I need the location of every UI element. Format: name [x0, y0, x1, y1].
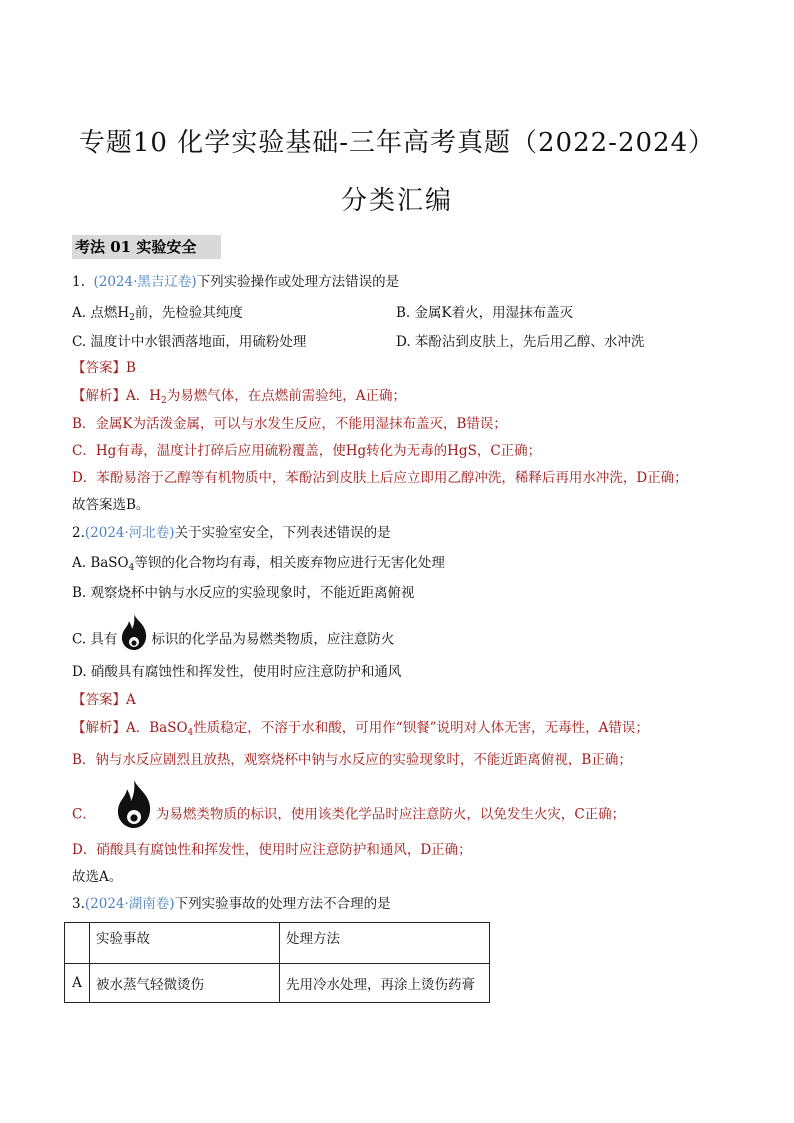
q1-explanation-b: B．金属K为活泼金属，可以与水发生反应，不能用湿抹布盖灭，B错误； [72, 416, 507, 432]
table-header-row [65, 923, 490, 964]
q1-explanation-a: 【解析】A．$H_2$为易燃气体，在点燃前需验纯，A正确； [72, 388, 407, 406]
document-title: 专题10 化学实验基础-三年高考真题（2022-2024） [78, 128, 716, 158]
q1-option-b: B. 金属K着火，用湿抹布盖灭 [396, 305, 574, 321]
q2-conclusion: 故选A。 [72, 869, 123, 885]
question-1-stem [72, 272, 399, 292]
question-3-stem: 3.(2024·湖南卷)下列实验事故的处理方法不合理的是 [72, 896, 391, 912]
q2-option-d: D. 硝酸具有腐蚀性和挥发性，使用时应注意防护和通风 [72, 664, 402, 680]
q1-conclusion: 故答案选B。 [72, 497, 150, 513]
q1-answer: 【答案】B [72, 360, 136, 376]
q2-explanation-c: C． 为易燃类物质的标识，使用该类化学品时应注意防火，以免发生火灾，C正确； [72, 778, 625, 852]
q2-explanation-a: 【解析】A．BaSO$_4$性质稳定，不溶于水和酸，可用作“钡餐”说明对人体无害，无毒性，A错误； [72, 720, 649, 738]
q2-answer: 【答案】A [72, 692, 136, 708]
q2-option-c: C. 具有 标识的化学品为易燃类物质，应注意防火 [72, 612, 394, 668]
table-header-cell: 实验事故 [90, 923, 280, 964]
accident-table [64, 922, 490, 1003]
q1-explanation-c: C．Hg有毒，温度计打碎后应用硫粉覆盖，使Hg转化为无毒的HgS，C正确； [72, 443, 542, 459]
table-cell: 被水蒸气轻微烫伤 [90, 964, 280, 1003]
section-heading: 考法 01 实验安全 [72, 235, 221, 259]
question-text: 下列实验操作或处理方法错误的是 [196, 274, 400, 290]
document-subtitle: 分类汇编 [340, 186, 453, 216]
flammable-hazard-icon [117, 612, 151, 668]
q1-option-c: C. 温度计中水银洒落地面，用硫粉处理 [72, 334, 307, 350]
q2-explanation-b: B．钠与水反应剧烈且放热，观察烧杯中钠与水反应的实验现象时，不能近距离俯视，B正确； [72, 752, 632, 768]
table-header-cell [65, 923, 90, 964]
q1-option-a: A. 点燃$H_2$前，先检验其纯度 [72, 305, 243, 323]
question-number: 1. [72, 274, 85, 290]
q1-option-d: D. 苯酚沾到皮肤上，先后用乙醇、水冲洗 [396, 334, 645, 350]
table-cell: 先用冷水处理，再涂上烫伤药膏 [280, 964, 490, 1003]
table-row [65, 964, 490, 1003]
table-cell: A [65, 964, 90, 1003]
question-2-stem: 2.(2024·河北卷)关于实验室安全，下列表述错误的是 [72, 525, 391, 541]
q2-option-b: B. 观察烧杯中钠与水反应的实验现象时，不能近距离俯视 [72, 585, 415, 601]
q2-option-a: A. BaSO$_4$等钡的化合物均有毒，相关废弃物应进行无害化处理 [72, 555, 445, 573]
question-source: (2024·黑吉辽卷) [93, 274, 197, 290]
q2-explanation-d: D．硝酸具有腐蚀性和挥发性，使用时应注意防护和通风，D正确； [72, 842, 472, 858]
table-header-cell: 处理方法 [280, 923, 490, 964]
q1-explanation-d: D．苯酚易溶于乙醇等有机物质中，苯酚沾到皮肤上后应立即用乙醇冲洗，稀释后再用水冲洗，D正确； [72, 470, 688, 486]
